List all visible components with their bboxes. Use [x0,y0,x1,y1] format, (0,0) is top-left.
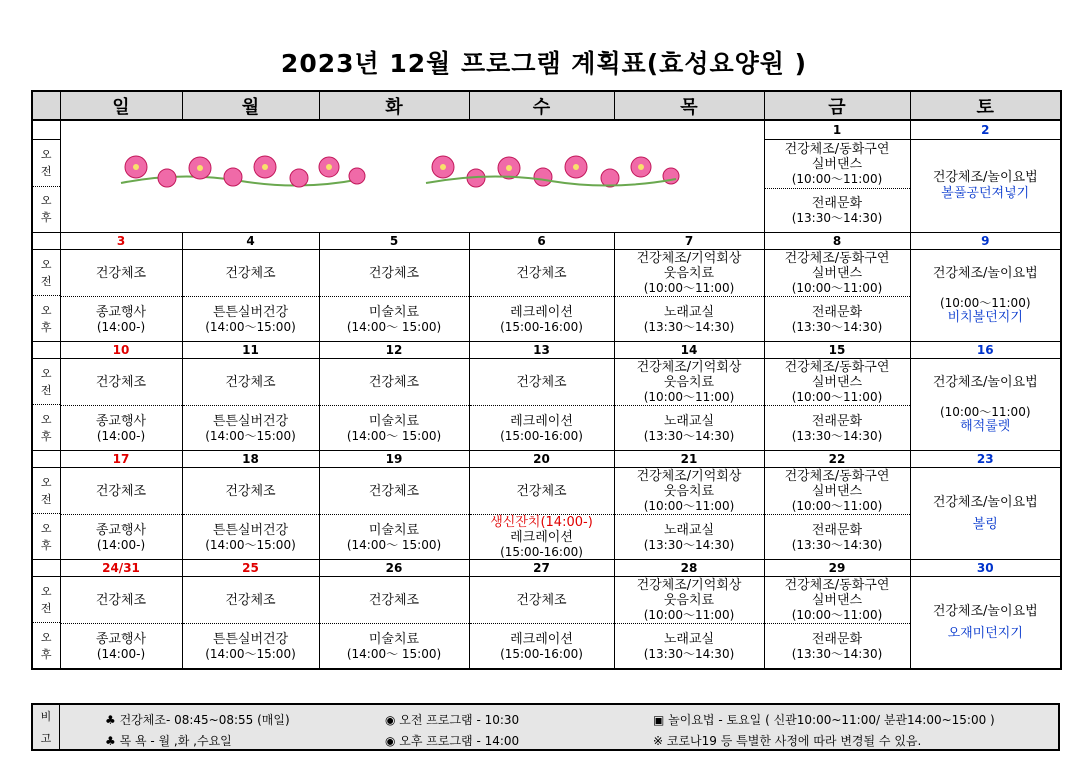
day-cell-wed: 건강체조 레크레이션 (15:00-16:00) [469,359,614,451]
date-sun: 3 [60,233,182,250]
date-fri: 15 [764,342,910,359]
day-cell-sat: 건강체조/놀이요법 오재미던지기 [910,577,1061,670]
am-pm-label: 오 전 오 후 [32,468,60,560]
am-pm-label: 오 전 오 후 [32,577,60,670]
date-2: 2 [910,120,1061,140]
note-exercise: ♣ 건강체조- 08:45~08:55 (매일) [105,713,290,727]
day-cell-mon: 건강체조 튼튼실버건강 (14:00～15:00) [182,577,319,670]
calendar-table [31,90,1062,670]
week-program-row [32,577,1061,670]
day-cell-fri: 건강체조/동화구연 실버댄스 (10:00～11:00) 전래문화 (13:30～14:30) [764,359,910,451]
date-sun: 17 [60,451,182,468]
date-fri: 22 [764,451,910,468]
notes-label: 비 고 [33,705,60,749]
week-number-row [32,342,1061,359]
flower-banner [60,120,764,233]
corner-cell [32,91,60,120]
day-cell-thu: 건강체조/기억회상 웃음치료 (10:00～11:00) 노래교실 (13:30～14:30) [614,250,764,342]
date-thu: 21 [614,451,764,468]
week-number-row [32,233,1061,250]
date-wed: 27 [469,560,614,577]
weekday-sat: 토 [910,91,1061,120]
am-pm-label: 오 전 오 후 [32,140,60,233]
day-cell-wed: 건강체조 생신잔치(14:00-) 레크레이션 (15:00-16:00) [469,468,614,560]
note-covid: ※ 코로나19 등 특별한 사정에 따라 변경될 수 있음. [653,734,922,748]
day-cell-sun: 건강체조 종교행사 (14:00-) [60,577,182,670]
day-cell-thu: 건강체조/기억회상 웃음치료 (10:00～11:00) 노래교실 (13:30～14:30) [614,359,764,451]
day-cell-sun: 건강체조 종교행사 (14:00-) [60,468,182,560]
day-cell-thu: 건강체조/기억회상 웃음치료 (10:00～11:00) 노래교실 (13:30～14:30) [614,468,764,560]
day-cell-thu: 건강체조/기억회상 웃음치료 (10:00～11:00) 노래교실 (13:30～14:30) [614,577,764,670]
date-thu: 28 [614,560,764,577]
date-fri: 29 [764,560,910,577]
day-cell-fri: 건강체조/동화구연 실버댄스 (10:00～11:00) 전래문화 (13:30～14:30) [764,577,910,670]
day-cell-tue: 건강체조 미술치료 (14:00～ 15:00) [319,250,469,342]
date-sat: 16 [910,342,1061,359]
weekday-fri: 금 [764,91,910,120]
weekday-mon: 월 [182,91,319,120]
am-pm-label: 오 전 오 후 [32,250,60,342]
day-cell-tue: 건강체조 미술치료 (14:00～ 15:00) [319,577,469,670]
note-play-therapy: ▣ 놀이요법 - 토요일 ( 신관10:00~11:00/ 분관14:00~15:00 ) [653,713,995,727]
date-sun: 24/31 [60,560,182,577]
note-am-program: ◉ 오전 프로그램 - 10:30 [385,713,520,727]
date-sun: 10 [60,342,182,359]
date-thu: 14 [614,342,764,359]
week1-number-row [32,120,1061,140]
day-cell-wed: 건강체조 레크레이션 (15:00-16:00) [469,577,614,670]
week-number-row [32,560,1061,577]
day-cell-fri: 건강체조/동화구연 실버댄스 (10:00～11:00) 전래문화 (13:30～14:30) [764,250,910,342]
date-tue: 26 [319,560,469,577]
week-program-row [32,468,1061,560]
date-sat: 9 [910,233,1061,250]
day-cell-tue: 건강체조 미술치료 (14:00～ 15:00) [319,359,469,451]
day-cell-sat: 건강체조/놀이요법 (10:00～11:00) 비치볼던지기 [910,250,1061,342]
date-mon: 25 [182,560,319,577]
weekday-sun: 일 [60,91,182,120]
weekday-header-row [32,91,1061,120]
week-number-row [32,451,1061,468]
day-cell-mon: 건강체조 튼튼실버건강 (14:00～15:00) [182,468,319,560]
date-thu: 7 [614,233,764,250]
day-cell-wed: 건강체조 레크레이션 (15:00-16:00) [469,250,614,342]
note-bath: ♣ 목 욕 - 월 ,화 ,수요일 [105,734,232,748]
day-cell-sun: 건강체조 종교행사 (14:00-) [60,359,182,451]
day-cell-sat: 건강체조/놀이요법 볼링 [910,468,1061,560]
week-program-row [32,250,1061,342]
day-cell-fri-1: 건강체조/동화구연 실버댄스 (10:00～11:00) 전래문화 (13:30～14:30) [764,140,910,233]
date-mon: 4 [182,233,319,250]
date-tue: 12 [319,342,469,359]
am-pm-label: 오 전 오 후 [32,359,60,451]
date-sat: 30 [910,560,1061,577]
date-1: 1 [764,120,910,140]
week-program-row [32,359,1061,451]
date-tue: 5 [319,233,469,250]
day-cell-sat-2: 건강체조/놀이요법 볼풀공던져넣기 [910,140,1061,233]
date-mon: 18 [182,451,319,468]
date-fri: 8 [764,233,910,250]
date-mon: 11 [182,342,319,359]
date-wed: 6 [469,233,614,250]
day-cell-mon: 건강체조 튼튼실버건강 (14:00～15:00) [182,359,319,451]
day-cell-fri: 건강체조/동화구연 실버댄스 (10:00～11:00) 전래문화 (13:30～14:30) [764,468,910,560]
weekday-wed: 수 [469,91,614,120]
flower-decoration-icon [61,121,765,229]
weekday-tue: 화 [319,91,469,120]
day-cell-sat: 건강체조/놀이요법 (10:00～11:00) 해적룰렛 [910,359,1061,451]
note-pm-program: ◉ 오후 프로그램 - 14:00 [385,734,520,748]
day-cell-mon: 건강체조 튼튼실버건강 (14:00～15:00) [182,250,319,342]
notes-box [31,703,1060,751]
date-sat: 23 [910,451,1061,468]
date-tue: 19 [319,451,469,468]
date-wed: 13 [469,342,614,359]
day-cell-tue: 건강체조 미술치료 (14:00～ 15:00) [319,468,469,560]
date-wed: 20 [469,451,614,468]
weekday-thu: 목 [614,91,764,120]
page-title: 2023년 12월 프로그램 계획표(효성요양원 ) [280,49,808,78]
day-cell-sun: 건강체조 종교행사 (14:00-) [60,250,182,342]
